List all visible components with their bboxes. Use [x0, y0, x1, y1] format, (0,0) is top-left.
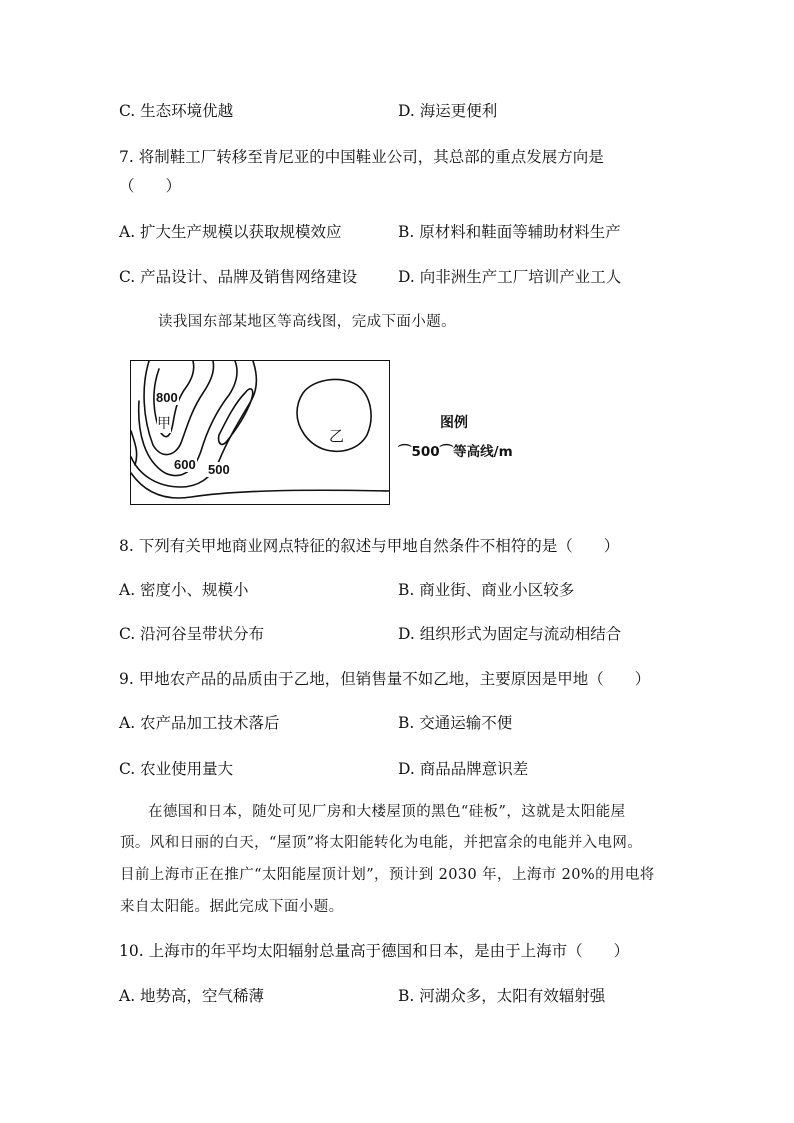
- legend-contour: ⌒500⌒等高线/m: [398, 444, 513, 460]
- passage-line-1: 在德国和日本，随处可见厂房和大楼屋顶的黑色“硅板”，这就是太阳能屋: [148, 804, 626, 820]
- q9-option-d: D. 商品品牌意识差: [398, 760, 529, 778]
- q7-option-d: D. 向非洲生产工厂培训产业工人: [398, 268, 622, 286]
- q9-option-c: C. 农业使用量大: [119, 760, 234, 778]
- q6-option-c: C. 生态环境优越: [119, 102, 234, 120]
- map-frame: [130, 360, 390, 505]
- q9-option-a: A. 农产品加工技术落后: [119, 714, 280, 732]
- q10-option-a: A. 地势高，空气稀薄: [119, 987, 265, 1005]
- passage-line-2: 顶。风和日丽的白天，“屋顶”将太阳能转化为电能，并把富余的电能并入电网。: [120, 835, 643, 851]
- q6-option-d: D. 海运更便利: [398, 102, 498, 120]
- q7-option-c: C. 产品设计、品牌及销售网络建设: [119, 268, 358, 286]
- q9-option-b: B. 交通运输不便: [398, 714, 513, 732]
- q8-option-a: A. 密度小、规模小: [119, 581, 249, 599]
- q10-stem: 10. 上海市的年平均太阳辐射总量高于德国和日本，是由于上海市（ ）: [119, 942, 630, 960]
- q10-option-b: B. 河湖众多，太阳有效辐射强: [398, 987, 606, 1005]
- q9-stem: 9. 甲地农产品的品质由于乙地，但销售量不如乙地，主要原因是甲地（ ）: [119, 670, 651, 688]
- contour-map: [130, 360, 530, 508]
- passage-line-3: 目前上海市正在推广“太阳能屋顶计划”，预计到 2030 年，上海市 20%的用电将: [120, 867, 655, 883]
- contour-label-600: 600: [174, 457, 196, 472]
- map-intro: 读我国东部某地区等高线图，完成下面小题。: [158, 314, 456, 330]
- location-jia: 甲: [157, 413, 171, 433]
- q7-option-b: B. 原材料和鞋面等辅助材料生产: [398, 223, 621, 241]
- q8-option-d: D. 组织形式为固定与流动相结合: [398, 625, 622, 643]
- legend-title: 图例: [440, 415, 468, 431]
- q7-option-a: A. 扩大生产规模以获取规模效应: [119, 223, 342, 241]
- q8-option-b: B. 商业街、商业小区较多: [398, 581, 575, 599]
- location-yi: 乙: [329, 427, 345, 445]
- contour-label-500: 500: [208, 462, 230, 477]
- contour-label-800: 800: [156, 390, 178, 405]
- q7-answer-paren: （ ）: [119, 177, 182, 195]
- q8-stem: 8. 下列有关甲地商业网点特征的叙述与甲地自然条件不相符的是（ ）: [119, 537, 620, 555]
- passage-line-4: 来自太阳能。据此完成下面小题。: [120, 899, 344, 915]
- q7-stem: 7. 将制鞋工厂转移至肯尼亚的中国鞋业公司，其总部的重点发展方向是: [119, 148, 604, 166]
- q8-option-c: C. 沿河谷呈带状分布: [119, 625, 265, 643]
